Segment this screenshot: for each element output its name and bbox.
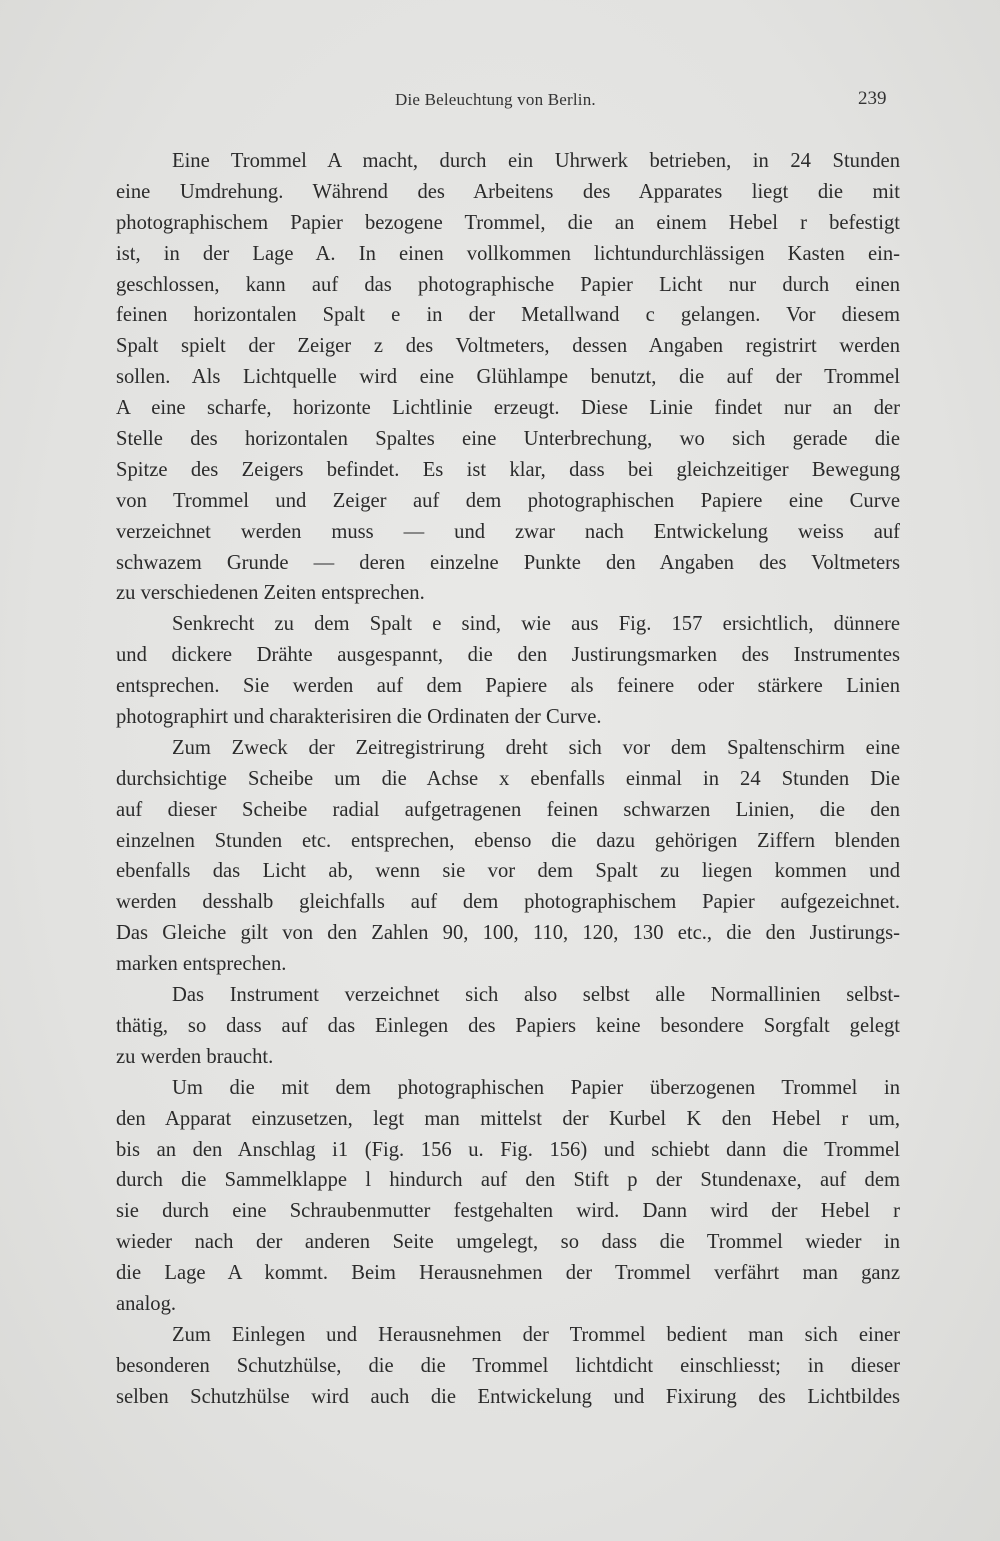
text-line: schwazem Grunde — deren einzelne Punkte den Angaben des Voltmeters bbox=[116, 551, 900, 574]
text-line: entsprechen. Sie werden auf dem Papiere als feinere oder stärkere Linien bbox=[116, 675, 900, 698]
text-line: eine Umdrehung. Während des Arbeitens des Apparates liegt die mit bbox=[116, 180, 900, 203]
text-line: werden desshalb gleichfalls auf dem photographischem Papier aufgezeichnet. bbox=[116, 891, 900, 914]
text-line: auf dieser Scheibe radial aufgetragenen feinen schwarzen Linien, die den bbox=[116, 798, 900, 821]
text-line: besonderen Schutzhülse, die die Trommel lichtdicht einschliesst; in dieser bbox=[116, 1354, 900, 1377]
text-line: bis an den Anschlag i1 (Fig. 156 u. Fig. 156) und schiebt dann die Trommel bbox=[116, 1138, 900, 1161]
text-line: sie durch eine Schraubenmutter festgehalten wird. Dann wird der Hebel r bbox=[116, 1200, 900, 1223]
text-line: geschlossen, kann auf das photographische Papier Licht nur durch einen bbox=[116, 273, 900, 296]
text-line: Spitze des Zeigers befindet. Es ist klar, dass bei gleichzeitiger Bewegung bbox=[116, 458, 900, 481]
text-line: ist, in der Lage A. In einen vollkommen lichtundurchlässigen Kasten ein- bbox=[116, 242, 900, 265]
text-line: A eine scharfe, horizonte Lichtlinie erzeugt. Diese Linie findet nur an der bbox=[116, 397, 900, 420]
body-text bbox=[116, 146, 900, 1413]
text-line: einzelnen Stunden etc. entsprechen, ebenso die dazu gehörigen Ziffern blenden bbox=[116, 829, 900, 852]
text-line: feinen horizontalen Spalt e in der Metallwand c gelangen. Vor diesem bbox=[116, 304, 900, 327]
text-line: marken entsprechen. bbox=[116, 953, 287, 976]
text-line: ebenfalls das Licht ab, wenn sie vor dem Spalt zu liegen kommen und bbox=[116, 860, 900, 883]
text-line: Eine Trommel A macht, durch ein Uhrwerk betrieben, in 24 Stunden bbox=[172, 150, 900, 172]
text-line: photographischem Papier bezogene Trommel, die an einem Hebel r befestigt bbox=[116, 211, 900, 234]
text-line: zu verschiedenen Zeiten entsprechen. bbox=[116, 582, 425, 605]
text-line: Das Instrument verzeichnet sich also selbst alle Normallinien selbst- bbox=[172, 984, 900, 1007]
text-line: den Apparat einzusetzen, legt man mittelst der Kurbel K den Hebel r um, bbox=[116, 1107, 900, 1130]
text-line: Um die mit dem photographischen Papier überzogenen Trommel in bbox=[172, 1076, 900, 1099]
text-line: Spalt spielt der Zeiger z des Voltmeters, dessen Angaben registrirt werden bbox=[116, 335, 900, 358]
text-line: Zum Einlegen und Herausnehmen der Trommel bedient man sich einer bbox=[172, 1323, 900, 1346]
text-line: von Trommel und Zeiger auf dem photographischen Papiere eine Curve bbox=[116, 489, 900, 512]
text-line: die Lage A kommt. Beim Herausnehmen der Trommel verfährt man ganz bbox=[116, 1262, 900, 1285]
text-line: durchsichtige Scheibe um die Achse x ebenfalls einmal in 24 Stunden Die bbox=[116, 767, 900, 790]
text-line: und dickere Drähte ausgespannt, die den Justirungsmarken des Instrumentes bbox=[116, 644, 900, 667]
text-line: Zum Zweck der Zeitregistrirung dreht sich vor dem Spaltenschirm eine bbox=[172, 736, 900, 759]
running-title: Die Beleuchtung von Berlin. bbox=[395, 90, 596, 109]
text-line: selben Schutzhülse wird auch die Entwickelung und Fixirung des Lichtbildes bbox=[116, 1385, 900, 1408]
page-number: 239 bbox=[858, 88, 887, 109]
text-line: durch die Sammelklappe l hindurch auf den Stift p der Stundenaxe, auf dem bbox=[116, 1169, 900, 1192]
text-line: Stelle des horizontalen Spaltes eine Unterbrechung, wo sich gerade die bbox=[116, 428, 900, 451]
text-line: thätig, so dass auf das Einlegen des Papiers keine besondere Sorgfalt gelegt bbox=[116, 1014, 900, 1037]
text-line: zu werden braucht. bbox=[116, 1045, 274, 1068]
text-line: verzeichnet werden muss — und zwar nach Entwickelung weiss auf bbox=[116, 520, 900, 543]
text-line: wieder nach der anderen Seite umgelegt, so dass die Trommel wieder in bbox=[116, 1231, 900, 1254]
text-line: Senkrecht zu dem Spalt e sind, wie aus Fig. 157 ersichtlich, dünnere bbox=[172, 613, 900, 636]
text-line: photographirt und charakterisiren die Ordinaten der Curve. bbox=[116, 706, 602, 729]
text-line: Das Gleiche gilt von den Zahlen 90, 100, 110, 120, 130 etc., die den Justirungs- bbox=[116, 922, 900, 945]
text-line: analog. bbox=[116, 1292, 177, 1315]
text-line: sollen. Als Lichtquelle wird eine Glühlampe benutzt, die auf der Trommel bbox=[116, 366, 900, 389]
